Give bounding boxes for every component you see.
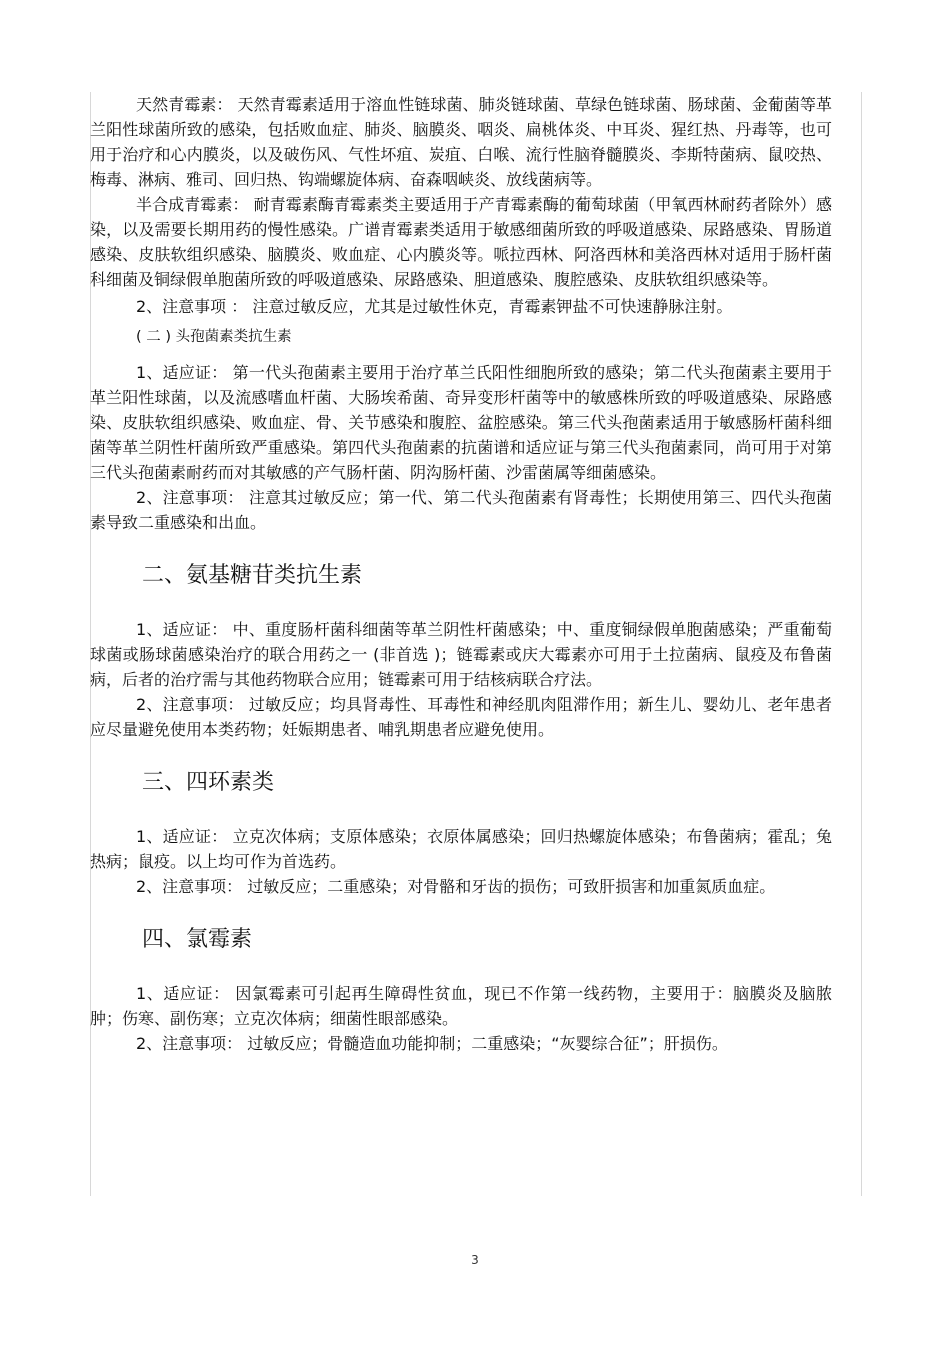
heading-chloramphenicol: 四、氯霉素: [142, 927, 253, 952]
paragraph-aminoglycoside-indications: 1、适应证： 中、重度肠杆菌科细菌等革兰阴性杆菌感染；中、重度铜绿假单胞菌感染；严重葡萄球菌或肠球菌感染治疗的联合用药之一 (非首选 )；链霉素或庆大霉素亦可用于土拉菌病、鼠疫及布鲁菌病，后者的治疗需与其他药物联合应用；链霉素可用于结核病联合疗法。: [90, 620, 832, 689]
heading-aminoglycosides: 二、氨基糖苷类抗生素: [142, 563, 363, 588]
heading-tetracyclines: 三、四环素类: [142, 770, 275, 795]
paragraph-aminoglycoside-notes: 2、注意事项： 过敏反应；均具肾毒性、耳毒性和神经肌肉阻滞作用；新生儿、婴幼儿、老年患者应尽量避免使用本类药物；妊娠期患者、哺乳期患者应避免使用。: [90, 695, 832, 739]
paragraph-chloramphenicol-indications: 1、适应证： 因氯霉素可引起再生障碍性贫血，现已不作第一线药物，主要用于：脑膜炎及脑脓肿；伤寒、副伤寒；立克次体病；细菌性眼部感染。: [90, 984, 832, 1028]
paragraph-tetracycline-indications: 1、适应证： 立克次体病；支原体感染；衣原体属感染；回归热螺旋体感染；布鲁菌病；霍乱；兔热病；鼠疫。以上均可作为首选药。: [90, 827, 832, 871]
document-body: [90, 92, 832, 1056]
paragraph-tetracycline-notes: 2、注意事项： 过敏反应；二重感染；对骨骼和牙齿的损伤；可致肝损害和加重氮质血症。: [136, 877, 776, 896]
paragraph-natural-penicillin: 天然青霉素： 天然青霉素适用于溶血性链球菌、肺炎链球菌、草绿色链球菌、肠球菌、金葡菌等革兰阳性球菌所致的感染，包括败血症、肺炎、脑膜炎、咽炎、扁桃体炎、中耳炎、猩红热、丹毒等，也可用于治疗和心内膜炎，以及破伤风、气性坏疽、炭疽、白喉、流行性脑脊髓膜炎、李斯特菌病、鼠咬热、梅毒、淋病、雅司、回归热、钩端螺旋体病、奋森咽峡炎、放线菌病等。: [90, 95, 832, 189]
subheading-cephalosporins: ( 二 ) 头孢菌素类抗生素: [136, 329, 292, 345]
paragraph-cephalosporin-notes: 2、注意事项： 注意其过敏反应；第一代、第二代头孢菌素有肾毒性；长期使用第三、四代头孢菌素导致二重感染和出血。: [90, 488, 832, 532]
paragraph-cephalosporin-indications: 1、适应证： 第一代头孢菌素主要用于治疗革兰氏阳性细胞所致的感染；第二代头孢菌素主要用于革兰阳性球菌，以及流感嗜血杆菌、大肠埃希菌、奇异变形杆菌等中的敏感株所致的呼吸道感染、尿路感染、皮肤软组织感染、败血症、骨、关节感染和腹腔、盆腔感染。第三代头孢菌素适用于敏感肠杆菌科细菌等革兰阴性杆菌所致严重感染。第四代头孢菌素的抗菌谱和适应证与第三代头孢菌素同，尚可用于对第三代头孢菌素耐药而对其敏感的产气肠杆菌、阴沟肠杆菌、沙雷菌属等细菌感染。: [90, 363, 832, 482]
paragraph-penicillin-notes: 2、注意事项 ： 注意过敏反应，尤其是过敏性休克，青霉素钾盐不可快速静脉注射。: [136, 297, 733, 316]
page-number: 3: [471, 1253, 479, 1267]
paragraph-semisynthetic-penicillin: 半合成青霉素： 耐青霉素酶青霉素类主要适用于产青霉素酶的葡萄球菌（甲氧西林耐药者除外）感染，以及需要长期用药的慢性感染。广谱青霉素类适用于敏感细菌所致的呼吸道感染、尿路感染、胃肠道感染、皮肤软组织感染、脑膜炎、败血症、心内膜炎等。哌拉西林、阿洛西林和美洛西林对适用于肠杆菌科细菌及铜绿假单胞菌所致的呼吸道感染、尿路感染、胆道感染、腹腔感染、皮肤软组织感染等。: [90, 195, 832, 289]
paragraph-chloramphenicol-notes: 2、注意事项： 过敏反应；骨髓造血功能抑制；二重感染；“灰婴综合征”；肝损伤。: [136, 1034, 728, 1053]
